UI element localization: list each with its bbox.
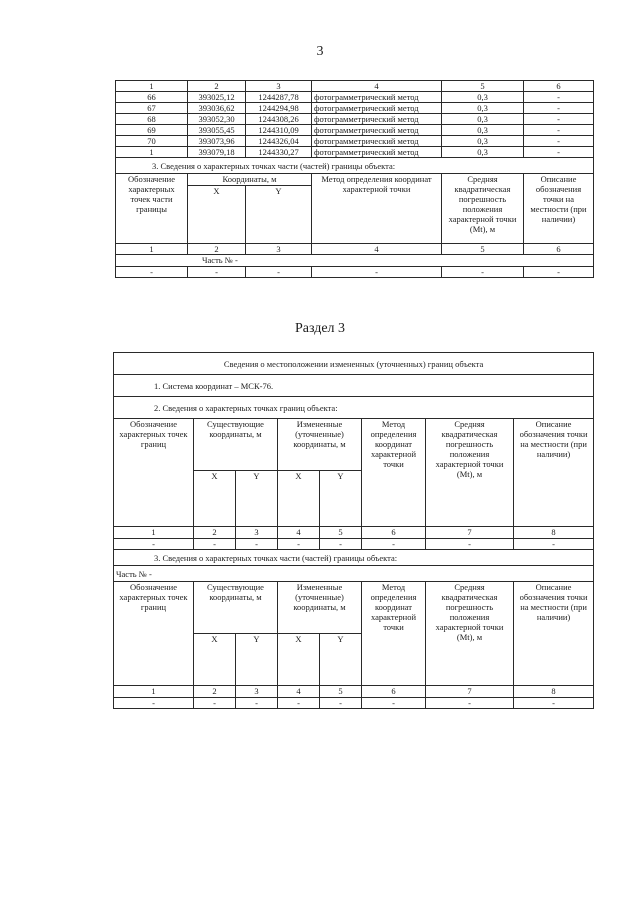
- col-num: 1: [114, 686, 194, 698]
- description-cell: -: [524, 147, 594, 158]
- parts-heading: 3. Сведения о характерных точках части (частей) границы объекта:: [116, 158, 594, 174]
- dash-cell: -: [362, 698, 426, 709]
- col-num: 4: [312, 81, 442, 92]
- col-num: 7: [426, 686, 514, 698]
- col-num: 2: [194, 686, 236, 698]
- column-number-row: [116, 81, 594, 92]
- header-number-row: [114, 527, 594, 539]
- col-num: 6: [524, 244, 594, 255]
- dash-cell: -: [114, 698, 194, 709]
- header-x: X: [278, 634, 320, 686]
- point-cell: 67: [116, 103, 188, 114]
- table-row: [116, 136, 594, 147]
- part-label-row: [116, 255, 594, 267]
- header-method: Метод определения координат характерной точки: [362, 419, 426, 527]
- col-num: 2: [194, 527, 236, 539]
- title-row: [114, 353, 594, 375]
- header-changed: Измененные (уточненные) координаты, м: [278, 582, 362, 634]
- col-num: 5: [320, 527, 362, 539]
- table-row: [116, 267, 594, 278]
- dash-cell: -: [278, 698, 320, 709]
- col-num: 1: [116, 81, 188, 92]
- table-row: [114, 698, 594, 709]
- col-num: 2: [188, 81, 246, 92]
- header-x: X: [194, 634, 236, 686]
- x-cell: 393079,18: [188, 147, 246, 158]
- dash-cell: -: [246, 267, 312, 278]
- y-cell: 1244294,98: [246, 103, 312, 114]
- col-num: 4: [312, 244, 442, 255]
- y-cell: 1244308,26: [246, 114, 312, 125]
- header-number-row: [114, 686, 594, 698]
- y-cell: 1244330,27: [246, 147, 312, 158]
- section-title: Раздел 3: [294, 321, 346, 336]
- header-y: Y: [320, 471, 362, 527]
- method-cell: фотограмметрический метод: [312, 147, 442, 158]
- y-cell: 1244287,78: [246, 92, 312, 103]
- header-y: Y: [236, 634, 278, 686]
- error-cell: 0,3: [442, 92, 524, 103]
- page-number: 3: [316, 44, 324, 59]
- points-heading-row: [114, 397, 594, 419]
- points-heading: 2. Сведения о характерных точках границ объекта:: [114, 397, 594, 419]
- error-cell: 0,3: [442, 147, 524, 158]
- x-cell: 393052,30: [188, 114, 246, 125]
- col-num: 2: [188, 244, 246, 255]
- parts-heading-row: [114, 550, 594, 566]
- header-changed: Измененные (уточненные) координаты, м: [278, 419, 362, 471]
- dash-cell: -: [278, 539, 320, 550]
- header-description: Описание обозначения точки на местности (при наличии): [524, 174, 594, 244]
- part-label: Часть № -: [116, 255, 594, 267]
- dash-cell: -: [194, 539, 236, 550]
- method-cell: фотограмметрический метод: [312, 92, 442, 103]
- method-cell: фотограмметрический метод: [312, 114, 442, 125]
- header-y: Y: [320, 634, 362, 686]
- col-num: 6: [362, 527, 426, 539]
- header-y: Y: [236, 471, 278, 527]
- header-existing: Существующие координаты, м: [194, 419, 278, 471]
- col-num: 3: [246, 244, 312, 255]
- part-label-row: [114, 566, 594, 582]
- col-num: 4: [278, 686, 320, 698]
- col-num: 3: [246, 81, 312, 92]
- description-cell: -: [524, 136, 594, 147]
- col-num: 3: [236, 527, 278, 539]
- point-cell: 68: [116, 114, 188, 125]
- header-description: Описание обозначения точки на местности (при наличии): [514, 419, 594, 527]
- description-cell: -: [524, 114, 594, 125]
- point-cell: 1: [116, 147, 188, 158]
- dash-cell: -: [236, 539, 278, 550]
- header-point: Обозначение характерных точек части границы: [116, 174, 188, 244]
- table-row: [116, 92, 594, 103]
- description-cell: -: [524, 125, 594, 136]
- dash-cell: -: [236, 698, 278, 709]
- table-row: [116, 125, 594, 136]
- header-row: [114, 582, 594, 634]
- dash-cell: -: [320, 539, 362, 550]
- col-num: 5: [442, 244, 524, 255]
- col-num: 8: [514, 686, 594, 698]
- coord-system: 1. Система координат – МСК-76.: [114, 375, 594, 397]
- description-cell: -: [524, 92, 594, 103]
- dash-cell: -: [312, 267, 442, 278]
- header-error: Средняя квадратическая погрешность положения характерной точки (Mt), м: [442, 174, 524, 244]
- table-row: [116, 114, 594, 125]
- header-x: X: [188, 186, 246, 244]
- col-num: 4: [278, 527, 320, 539]
- col-num: 1: [116, 244, 188, 255]
- header-x: X: [278, 471, 320, 527]
- header-error: Средняя квадратическая погрешность положения характерной точки (Mt), м: [426, 582, 514, 686]
- table-row: [114, 539, 594, 550]
- table-title: Сведения о местоположении измененных (уточненных) границ объекта: [114, 353, 594, 375]
- x-cell: 393036,62: [188, 103, 246, 114]
- table-row: [116, 147, 594, 158]
- header-row: [114, 419, 594, 471]
- dash-cell: -: [188, 267, 246, 278]
- col-num: 7: [426, 527, 514, 539]
- header-y: Y: [246, 186, 312, 244]
- error-cell: 0,3: [442, 136, 524, 147]
- dash-cell: -: [426, 698, 514, 709]
- dash-cell: -: [320, 698, 362, 709]
- col-num: 5: [320, 686, 362, 698]
- dash-cell: -: [514, 698, 594, 709]
- header-method: Метод определения координат характерной точки: [312, 174, 442, 244]
- header-point: Обозначение характерных точек границ: [114, 419, 194, 527]
- header-point: Обозначение характерных точек границ: [114, 582, 194, 686]
- x-cell: 393025,12: [188, 92, 246, 103]
- point-cell: 69: [116, 125, 188, 136]
- description-cell: -: [524, 103, 594, 114]
- dash-cell: -: [114, 539, 194, 550]
- col-num: 8: [514, 527, 594, 539]
- parts-heading-row: [116, 158, 594, 174]
- part-label: Часть № -: [114, 566, 594, 582]
- header-number-row: [116, 244, 594, 255]
- changed-boundaries-table: [113, 352, 594, 709]
- dash-cell: -: [426, 539, 514, 550]
- error-cell: 0,3: [442, 125, 524, 136]
- header-method: Метод определения координат характерной точки: [362, 582, 426, 686]
- error-cell: 0,3: [442, 114, 524, 125]
- coord-system-row: [114, 375, 594, 397]
- header-x: X: [194, 471, 236, 527]
- table-row: [116, 103, 594, 114]
- dash-cell: -: [362, 539, 426, 550]
- col-num: 6: [524, 81, 594, 92]
- method-cell: фотограмметрический метод: [312, 125, 442, 136]
- point-cell: 66: [116, 92, 188, 103]
- error-cell: 0,3: [442, 103, 524, 114]
- dash-cell: -: [514, 539, 594, 550]
- boundary-points-table: [115, 80, 594, 278]
- method-cell: фотограмметрический метод: [312, 136, 442, 147]
- dash-cell: -: [194, 698, 236, 709]
- x-cell: 393073,96: [188, 136, 246, 147]
- y-cell: 1244310,09: [246, 125, 312, 136]
- y-cell: 1244326,04: [246, 136, 312, 147]
- dash-cell: -: [442, 267, 524, 278]
- col-num: 6: [362, 686, 426, 698]
- col-num: 5: [442, 81, 524, 92]
- header-row: [116, 174, 594, 186]
- point-cell: 70: [116, 136, 188, 147]
- header-error: Средняя квадратическая погрешность положения характерной точки (Mt), м: [426, 419, 514, 527]
- parts-heading: 3. Сведения о характерных точках части (частей) границы объекта:: [114, 550, 594, 566]
- header-existing: Существующие координаты, м: [194, 582, 278, 634]
- dash-cell: -: [116, 267, 188, 278]
- header-coords: Координаты, м: [188, 174, 312, 186]
- dash-cell: -: [524, 267, 594, 278]
- col-num: 3: [236, 686, 278, 698]
- method-cell: фотограмметрический метод: [312, 103, 442, 114]
- header-description: Описание обозначения точки на местности (при наличии): [514, 582, 594, 686]
- col-num: 1: [114, 527, 194, 539]
- x-cell: 393055,45: [188, 125, 246, 136]
